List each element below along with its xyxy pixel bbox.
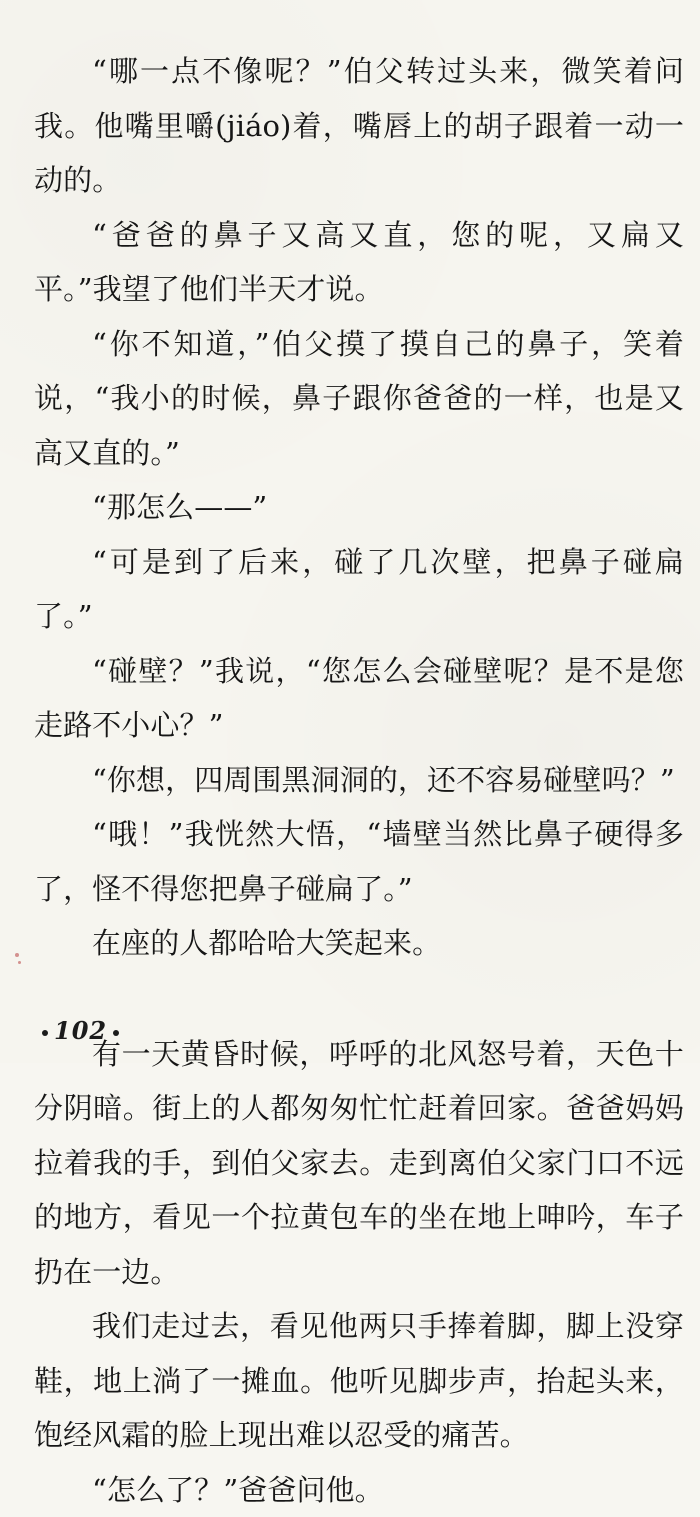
body-text (34, 44, 684, 1517)
left-dot-icon (42, 1030, 48, 1036)
paragraph: “可是到了后来，碰了几次壁，把鼻子碰扁了。” (34, 535, 684, 644)
paragraph: 我们走过去，看见他两只手捧着脚，脚上没穿鞋，地上淌了一摊血。他听见脚步声，抬起头来，饱经风霜的脸上现出难以忍受的痛苦。 (34, 1299, 684, 1463)
paper-speck (15, 953, 19, 957)
right-dot-icon (113, 1030, 119, 1036)
page-footer (36, 1016, 125, 1045)
paragraph: “你不知道，”伯父摸了摸自己的鼻子，笑着说，“我小的时候，鼻子跟你爸爸的一样，也是又高又直的。” (34, 317, 684, 481)
paper-speck (18, 961, 21, 964)
paragraph: “怎么了？”爸爸问他。 (34, 1463, 684, 1517)
paragraph: “那怎么——” (34, 480, 684, 535)
paragraph: “爸爸的鼻子又高又直，您的呢，又扁又平。”我望了他们半天才说。 (34, 208, 684, 317)
paragraph: “哪一点不像呢？”伯父转过头来，微笑着问我。他嘴里嚼(jiáo)着，嘴唇上的胡子跟着一动一动的。 (34, 44, 684, 208)
page-number: 102 (54, 1016, 107, 1045)
paragraph: “碰壁？”我说，“您怎么会碰壁呢？是不是您走路不小心？” (34, 644, 684, 753)
paragraph: “你想，四周围黑洞洞的，还不容易碰壁吗？” (34, 753, 684, 808)
paragraph: 在座的人都哈哈大笑起来。 (34, 916, 684, 971)
paragraph: 有一天黄昏时候，呼呼的北风怒号着，天色十分阴暗。街上的人都匆匆忙忙赶着回家。爸爸妈妈拉着我的手，到伯父家去。走到离伯父家门口不远的地方，看见一个拉黄包车的坐在地上呻吟，车子扔在一边。 (34, 1027, 684, 1300)
paragraph: “哦！”我恍然大悟，“墙壁当然比鼻子硬得多了，怪不得您把鼻子碰扁了。” (34, 807, 684, 916)
section-gap (34, 971, 684, 1027)
